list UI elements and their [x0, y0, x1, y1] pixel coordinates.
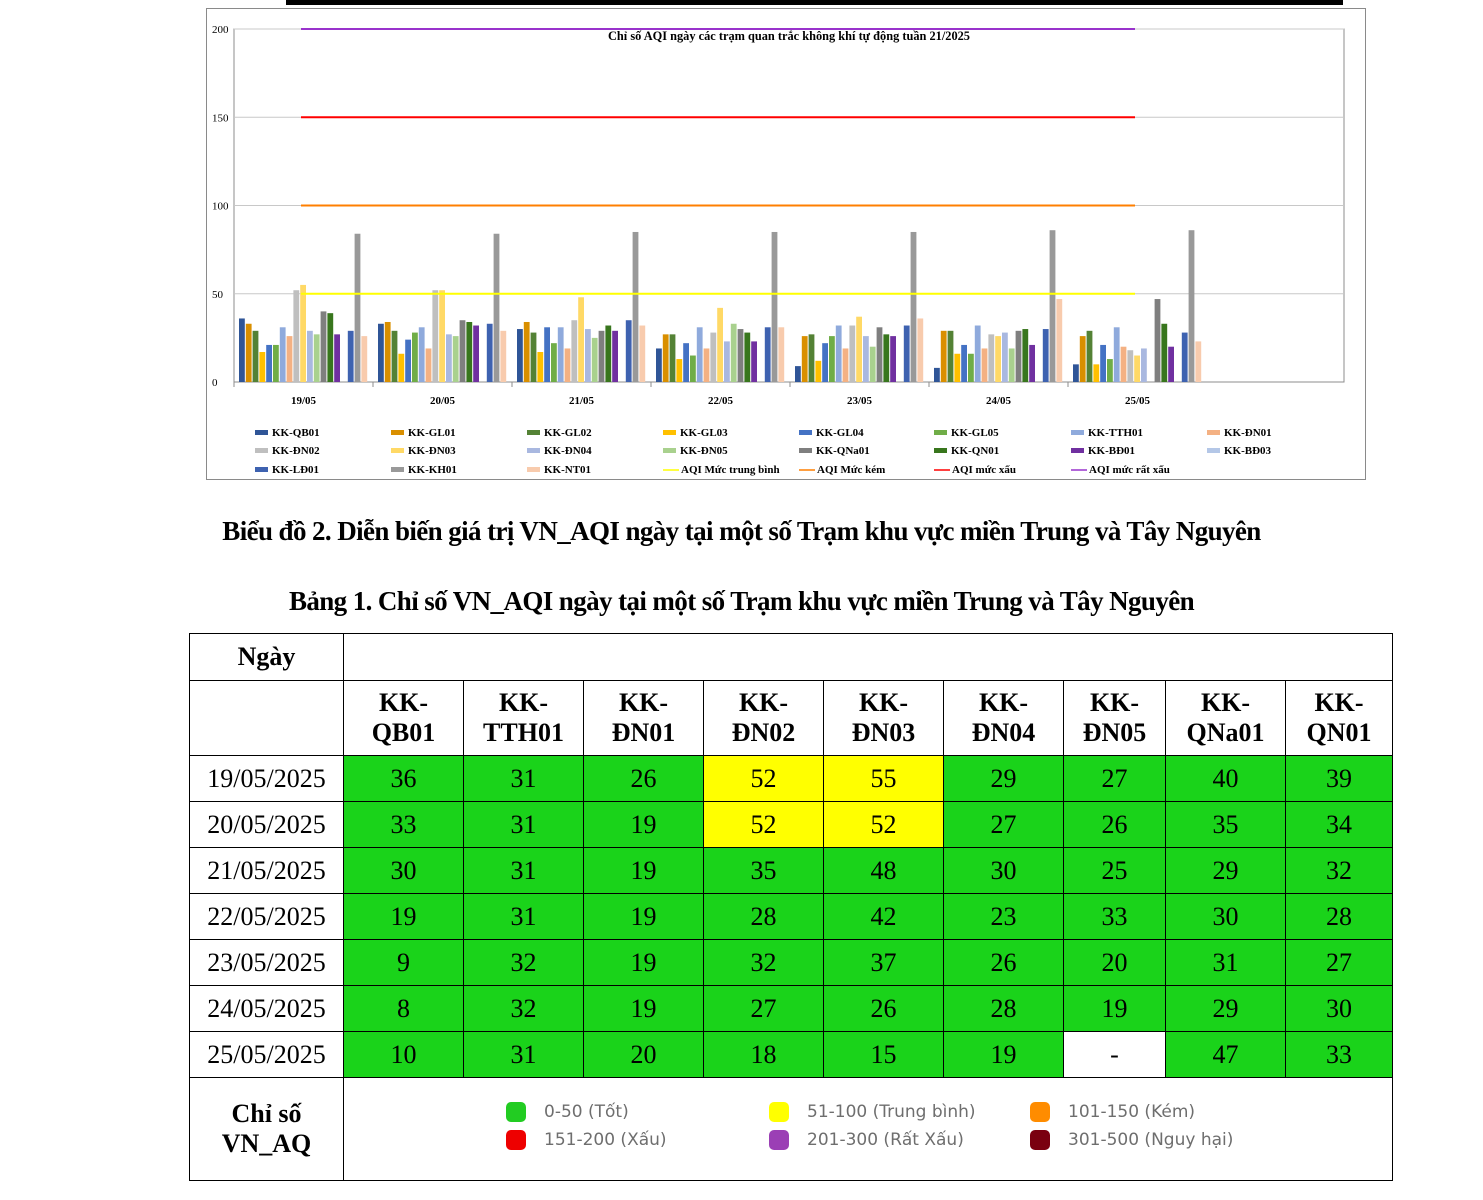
legend-label: KK-BĐ01: [1088, 445, 1136, 457]
aqi-value-cell: 31: [464, 1032, 584, 1078]
bar: [300, 285, 306, 382]
bar: [412, 333, 418, 382]
bar: [917, 318, 923, 382]
bar: [460, 320, 466, 382]
x-tick-label: 19/05: [290, 395, 317, 407]
legend-row: [190, 1078, 1393, 1181]
aqi-value-cell: 48: [824, 848, 944, 894]
date-cell: 21/05/2025: [190, 848, 344, 894]
station-header-cell: KK- ĐN04: [944, 681, 1064, 756]
bar: [683, 343, 689, 382]
bar: [1087, 331, 1093, 382]
bar: [571, 320, 577, 382]
legend-label: KK-ĐN03: [408, 445, 456, 457]
table-row: [190, 848, 1393, 894]
aqi-value-cell: 33: [1064, 894, 1166, 940]
bar: [670, 334, 676, 382]
aqi-value-cell: 31: [464, 848, 584, 894]
bar: [612, 331, 618, 382]
legend-label: AQI mức xấu: [952, 464, 1017, 476]
aqi-value-cell: 35: [704, 848, 824, 894]
y-tick-label: 0: [212, 377, 218, 389]
aqi-value-cell: 37: [824, 940, 944, 986]
bar: [731, 324, 737, 382]
x-tick-label: 20/05: [429, 395, 456, 407]
legend-label: KK-ĐN05: [680, 445, 728, 457]
bar: [287, 336, 293, 382]
bar: [795, 366, 801, 382]
bar: [253, 331, 259, 382]
bar: [1029, 345, 1035, 382]
aqi-value-cell: 23: [944, 894, 1064, 940]
table-row: [190, 940, 1393, 986]
table-row: [190, 1032, 1393, 1078]
bar: [1182, 333, 1188, 382]
bar: [1155, 299, 1161, 382]
legend-color-dot: [1030, 1102, 1050, 1122]
bar: [321, 311, 327, 382]
bar: [1080, 336, 1086, 382]
bar: [1073, 364, 1079, 382]
bar: [1168, 347, 1174, 382]
legend-label: AQI Mức kém: [817, 464, 886, 476]
bar: [439, 290, 445, 382]
bar: [605, 326, 611, 382]
legend-item: [769, 1130, 964, 1150]
y-tick-label: 150: [212, 112, 229, 125]
legend-color-dot: [769, 1130, 789, 1150]
aqi-value-cell: -: [1064, 1032, 1166, 1078]
aqi-value-cell: 32: [704, 940, 824, 986]
bar: [1114, 327, 1120, 382]
aqi-value-cell: 36: [344, 756, 464, 802]
y-tick-label: 100: [212, 200, 229, 213]
aqi-value-cell: 31: [464, 756, 584, 802]
bar: [446, 334, 452, 382]
bar: [361, 336, 367, 382]
legend-swatch: [934, 430, 947, 435]
legend-swatch: [934, 448, 947, 453]
bar: [710, 333, 716, 382]
legend-swatch: [663, 430, 676, 435]
top-rule: [286, 0, 1343, 5]
bar: [1043, 329, 1049, 382]
bar: [704, 348, 710, 382]
legend-item-label: 301-500 (Nguy hại): [1068, 1130, 1234, 1150]
bar: [293, 290, 299, 382]
aqi-value-cell: 28: [1286, 894, 1393, 940]
legend-label: KK-GL01: [408, 427, 456, 439]
bar: [355, 234, 361, 382]
aqi-value-cell: 40: [1166, 756, 1286, 802]
aqi-value-cell: 18: [704, 1032, 824, 1078]
aqi-value-cell: 19: [584, 894, 704, 940]
legend-color-dot: [769, 1102, 789, 1122]
table-header-row: [190, 634, 1393, 681]
aqi-value-cell: 9: [344, 940, 464, 986]
legend-swatch: [663, 448, 676, 453]
bar: [738, 329, 744, 382]
legend-swatch: [391, 448, 404, 453]
bar: [765, 327, 771, 382]
bar: [744, 333, 750, 382]
y-tick-label: 50: [212, 288, 223, 301]
aqi-value-cell: 8: [344, 986, 464, 1032]
legend-label: KK-GL03: [680, 427, 728, 439]
aqi-value-cell: 31: [464, 802, 584, 848]
date-cell: 25/05/2025: [190, 1032, 344, 1078]
legend-item-label: 101-150 (Kém): [1068, 1102, 1196, 1122]
aqi-value-cell: 30: [1166, 894, 1286, 940]
legend-swatch: [799, 430, 812, 435]
legend-label: AQI Mức trung bình: [681, 464, 780, 476]
station-header-cell: KK- QN01: [1286, 681, 1393, 756]
aqi-value-cell: 15: [824, 1032, 944, 1078]
aqi-value-cell: 29: [944, 756, 1064, 802]
bar: [843, 348, 849, 382]
bar: [1009, 348, 1015, 382]
aqi-value-cell: 30: [944, 848, 1064, 894]
aqi-value-cell: 34: [1286, 802, 1393, 848]
station-header-cell: KK- ĐN03: [824, 681, 944, 756]
legend-swatch: [1207, 448, 1220, 453]
bar: [280, 327, 286, 382]
legend-swatch: [527, 448, 540, 453]
legend-color-dot: [506, 1130, 526, 1150]
legend-color-dot: [506, 1102, 526, 1122]
legend-label: KK-QN01: [951, 445, 1000, 457]
chart-title: Chỉ số AQI ngày các trạm quan trắc không khí tự động tuần 21/2025: [608, 28, 971, 43]
bar: [717, 308, 723, 382]
bar: [809, 334, 815, 382]
bar: [487, 324, 493, 382]
station-header-cell: KK- QNa01: [1166, 681, 1286, 756]
bar: [1195, 341, 1201, 382]
bar: [1002, 333, 1008, 382]
aqi-value-cell: 42: [824, 894, 944, 940]
aqi-value-cell: 19: [584, 802, 704, 848]
legend-item: [1030, 1102, 1195, 1122]
aqi-value-cell: 55: [824, 756, 944, 802]
aqi-value-cell: 27: [1286, 940, 1393, 986]
table-row: [190, 802, 1393, 848]
bar: [531, 333, 537, 382]
table-row: [190, 986, 1393, 1032]
bar: [426, 348, 432, 382]
aqi-value-cell: 26: [824, 986, 944, 1032]
aqi-value-cell: 39: [1286, 756, 1393, 802]
aqi-value-cell: 33: [1286, 1032, 1393, 1078]
legend-item: [769, 1102, 976, 1122]
legend-item-label: 0-50 (Tốt): [544, 1102, 629, 1122]
chart-caption: Biểu đồ 2. Diễn biến giá trị VN_AQI ngày tại một số Trạm khu vực miền Trung và Tây Nguyên: [222, 516, 1261, 546]
aqi-value-cell: 30: [344, 848, 464, 894]
legend-label: KK-ĐN02: [272, 445, 320, 457]
legend-swatch: [255, 430, 268, 435]
date-cell: 19/05/2025: [190, 756, 344, 802]
bar: [948, 331, 954, 382]
bar: [1100, 345, 1106, 382]
header-blank-cell: [344, 634, 1393, 681]
bar: [327, 313, 333, 382]
legend-item: [506, 1130, 667, 1150]
bar: [259, 352, 265, 382]
aqi-chart: [206, 8, 1366, 480]
bar: [558, 327, 564, 382]
legend-label: KK-BĐ03: [1224, 445, 1272, 457]
date-cell: 23/05/2025: [190, 940, 344, 986]
bar: [961, 345, 967, 382]
bar: [697, 327, 703, 382]
legend-item-label: 51-100 (Trung bình): [807, 1102, 976, 1122]
aqi-value-cell: 52: [824, 802, 944, 848]
aqi-value-cell: 10: [344, 1032, 464, 1078]
station-header-cell: KK- TTH01: [464, 681, 584, 756]
aqi-value-cell: 19: [584, 848, 704, 894]
station-header-row: [190, 681, 1393, 756]
bar: [751, 341, 757, 382]
aqi-value-cell: 52: [704, 802, 824, 848]
bar: [599, 331, 605, 382]
aqi-value-cell: 19: [584, 940, 704, 986]
legend-label: KK-NT01: [544, 464, 592, 476]
bar: [1016, 331, 1022, 382]
legend-swatch: [527, 430, 540, 435]
legend-swatch: [391, 430, 404, 435]
bar: [398, 354, 404, 382]
station-header-cell: KK- QB01: [344, 681, 464, 756]
aqi-value-cell: 25: [1064, 848, 1166, 894]
bar: [1134, 356, 1140, 382]
legend-color-dot: [1030, 1130, 1050, 1150]
bar: [904, 326, 910, 382]
bar: [822, 343, 828, 382]
legend-label: KK-GL05: [951, 427, 999, 439]
legend-label: AQI mức rất xấu: [1089, 464, 1170, 476]
aqi-value-cell: 27: [704, 986, 824, 1032]
bar: [1141, 348, 1147, 382]
legend-item: [1030, 1130, 1233, 1150]
aqi-value-cell: 32: [464, 940, 584, 986]
aqi-value-cell: 26: [944, 940, 1064, 986]
x-tick-label: 21/05: [568, 395, 595, 407]
bar: [392, 331, 398, 382]
aqi-value-cell: 20: [1064, 940, 1166, 986]
table-row: [190, 756, 1393, 802]
bar: [1127, 350, 1133, 382]
date-cell: 22/05/2025: [190, 894, 344, 940]
aqi-value-cell: 27: [944, 802, 1064, 848]
aqi-legend-cell: [344, 1078, 1393, 1181]
station-header-cell: KK- ĐN01: [584, 681, 704, 756]
legend-swatch: [255, 467, 268, 472]
bar: [473, 326, 479, 382]
bar: [466, 322, 472, 382]
aqi-value-cell: 20: [584, 1032, 704, 1078]
legend-label: KK-LĐ01: [272, 464, 320, 476]
legend-label: KK-KH01: [408, 464, 457, 476]
legend-swatch: [1207, 430, 1220, 435]
x-tick-label: 22/05: [707, 395, 734, 407]
bar: [551, 343, 557, 382]
station-header-blank: [190, 681, 344, 756]
bar: [856, 317, 862, 382]
bar: [988, 334, 994, 382]
bar: [863, 336, 869, 382]
bar: [239, 318, 245, 382]
aqi-value-cell: 26: [1064, 802, 1166, 848]
bar: [890, 336, 896, 382]
bar: [419, 327, 425, 382]
bar: [1161, 324, 1167, 382]
bar: [1056, 299, 1062, 382]
bar: [778, 327, 784, 382]
bar: [578, 297, 584, 382]
aqi-value-cell: 27: [1064, 756, 1166, 802]
legend-label: KK-QNa01: [816, 445, 870, 457]
station-header-cell: KK- ĐN05: [1064, 681, 1166, 756]
legend-label-cell: Chỉ số VN_AQ: [190, 1078, 344, 1181]
aqi-value-cell: 32: [464, 986, 584, 1032]
bar: [676, 359, 682, 382]
bar: [348, 331, 354, 382]
bar: [954, 354, 960, 382]
bar: [802, 336, 808, 382]
aqi-value-cell: 52: [704, 756, 824, 802]
station-header-cell: KK- ĐN02: [704, 681, 824, 756]
legend-label: KK-GL04: [816, 427, 864, 439]
aqi-value-cell: 47: [1166, 1032, 1286, 1078]
bar: [836, 326, 842, 382]
bar: [524, 322, 530, 382]
table-caption: Bảng 1. Chỉ số VN_AQI ngày tại một số Trạm khu vực miền Trung và Tây Nguyên: [288, 586, 1195, 616]
legend-swatch: [527, 467, 540, 472]
bar: [307, 331, 313, 382]
legend-item: [506, 1102, 629, 1122]
aqi-value-cell: 30: [1286, 986, 1393, 1032]
bar: [934, 368, 940, 382]
bar: [273, 345, 279, 382]
aqi-value-cell: 19: [344, 894, 464, 940]
aqi-value-cell: 29: [1166, 986, 1286, 1032]
bar: [982, 348, 988, 382]
bar: [517, 329, 523, 382]
aqi-value-cell: 29: [1166, 848, 1286, 894]
bar: [1093, 364, 1099, 382]
bar: [565, 348, 571, 382]
aqi-value-cell: 26: [584, 756, 704, 802]
bar: [849, 326, 855, 382]
legend-swatch: [391, 467, 404, 472]
legend-swatch: [1071, 448, 1084, 453]
bar: [941, 331, 947, 382]
bar: [537, 352, 543, 382]
bar: [815, 361, 821, 382]
bar: [911, 232, 917, 382]
date-header-cell: Ngày: [190, 634, 344, 681]
legend-label: KK-ĐN01: [1224, 427, 1272, 439]
bar: [453, 336, 459, 382]
bar: [385, 322, 391, 382]
aqi-value-cell: 28: [944, 986, 1064, 1032]
bar: [724, 341, 730, 382]
bar: [656, 348, 662, 382]
bar: [405, 340, 411, 382]
bar: [772, 232, 778, 382]
bar: [246, 324, 252, 382]
aqi-table: [189, 633, 1393, 1181]
aqi-value-cell: 31: [464, 894, 584, 940]
bar: [1107, 359, 1113, 382]
aqi-legend: [344, 1078, 1392, 1180]
bar: [1189, 230, 1195, 382]
aqi-value-cell: 33: [344, 802, 464, 848]
legend-label: KK-TTH01: [1088, 427, 1144, 439]
legend-swatch: [1071, 430, 1084, 435]
x-tick-label: 23/05: [846, 395, 873, 407]
table-row: [190, 894, 1393, 940]
bar: [544, 327, 550, 382]
aqi-value-cell: 19: [1064, 986, 1166, 1032]
legend-label: KK-GL02: [544, 427, 592, 439]
legend-swatch: [799, 448, 812, 453]
bar: [432, 290, 438, 382]
bar: [314, 334, 320, 382]
bar: [690, 356, 696, 382]
bar: [633, 232, 639, 382]
bar: [968, 354, 974, 382]
bar: [663, 334, 669, 382]
date-cell: 24/05/2025: [190, 986, 344, 1032]
aqi-chart-svg: [207, 9, 1365, 479]
bar: [592, 338, 598, 382]
bar: [266, 345, 272, 382]
bar: [975, 326, 981, 382]
x-tick-label: 25/05: [1124, 395, 1151, 407]
bar: [883, 334, 889, 382]
bar: [494, 234, 500, 382]
bar: [378, 324, 384, 382]
bar: [639, 326, 645, 382]
legend-item-label: 201-300 (Rất Xấu): [807, 1130, 964, 1150]
aqi-value-cell: 32: [1286, 848, 1393, 894]
legend-swatch: [255, 448, 268, 453]
bar: [829, 336, 835, 382]
bar: [626, 320, 632, 382]
legend-label: KK-QB01: [272, 427, 320, 439]
bar: [1050, 230, 1056, 382]
bar: [877, 327, 883, 382]
legend-item-label: 151-200 (Xấu): [544, 1130, 667, 1150]
bar: [870, 347, 876, 382]
x-tick-label: 24/05: [985, 395, 1012, 407]
date-cell: 20/05/2025: [190, 802, 344, 848]
bar: [500, 331, 506, 382]
bar: [334, 334, 340, 382]
bar: [1121, 347, 1127, 382]
aqi-value-cell: 35: [1166, 802, 1286, 848]
aqi-value-cell: 28: [704, 894, 824, 940]
aqi-value-cell: 19: [584, 986, 704, 1032]
bar: [1022, 329, 1028, 382]
aqi-value-cell: 31: [1166, 940, 1286, 986]
bar: [585, 329, 591, 382]
y-tick-label: 200: [212, 24, 229, 36]
bar: [995, 336, 1001, 382]
aqi-value-cell: 19: [944, 1032, 1064, 1078]
legend-label: KK-ĐN04: [544, 445, 592, 457]
